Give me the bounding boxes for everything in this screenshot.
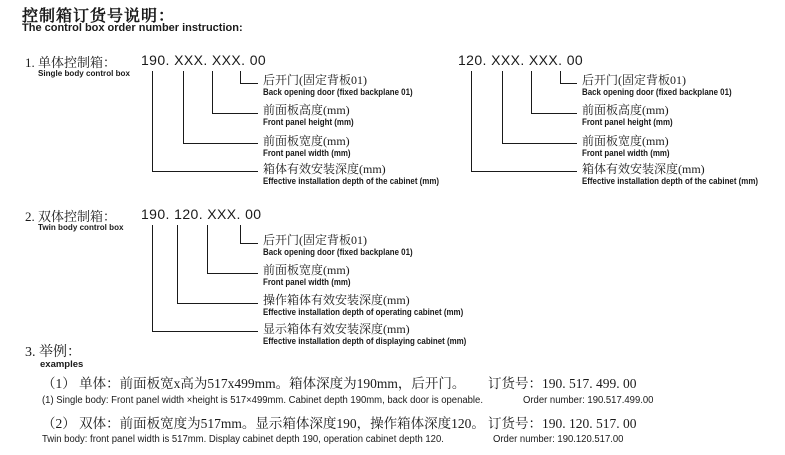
s1-left-label-panel-height	[263, 104, 366, 128]
label-zh: 前面板宽度(mm)	[263, 263, 350, 277]
example-2-text-en: Twin body: front panel width is 517mm. Display cabinet depth 190, operation cabinet depth 120.	[42, 434, 444, 445]
order-code-190: 190. XXX. XXX. 00	[141, 52, 267, 68]
s2-label-panel-width	[263, 264, 363, 288]
s1-left-label-back-door	[263, 74, 433, 98]
example-1-text-zh: （1） 单体：前面板宽x高为517x499mm。箱体深度为190mm，后开门。	[42, 376, 466, 391]
s1-right-label-cabinet-depth	[582, 163, 782, 187]
label-zh: 箱体有效安装深度(mm)	[263, 162, 386, 176]
page-title: 控制箱订货号说明：	[22, 8, 176, 25]
label-en: Front panel width (mm)	[263, 148, 351, 158]
order-code-190-120: 190. 120. XXX. 00	[141, 206, 262, 222]
section-1-heading-zh: 1. 单体控制箱：	[25, 55, 117, 70]
s1-right-label-back-door	[582, 74, 752, 98]
example-1-text-en: (1) Single body: Front panel width ×height is 517×499mm. Cabinet depth 190mm, back door is openable.	[42, 395, 483, 406]
example-2-order-zh: 订货号：190. 120. 517. 00	[488, 416, 637, 431]
s1-left-label-panel-width	[263, 135, 363, 159]
label-zh: 显示箱体有效安装深度(mm)	[263, 322, 410, 336]
label-en: Back opening door (fixed backplane 01)	[582, 87, 732, 97]
section-3-heading-zh: 3. 举例：	[25, 345, 81, 360]
section-1-heading-en: Single body control box	[38, 68, 130, 78]
order-code-120: 120. XXX. XXX. 00	[458, 52, 584, 68]
label-en: Front panel width (mm)	[582, 148, 670, 158]
label-zh: 后开门(固定背板01)	[263, 73, 367, 87]
section-2-heading-zh: 2. 双体控制箱：	[25, 209, 117, 224]
example-2-order-en: Order number: 190.120.517.00	[493, 434, 624, 445]
label-zh: 后开门(固定背板01)	[582, 73, 686, 87]
section-3-heading-en: examples	[40, 359, 84, 370]
label-en: Back opening door (fixed backplane 01)	[263, 247, 413, 257]
label-en: Effective installation depth of displaying cabinet (mm)	[263, 336, 467, 346]
label-zh: 操作箱体有效安装深度(mm)	[263, 293, 410, 307]
label-zh: 前面板高度(mm)	[263, 103, 350, 117]
section-2-heading-en: Twin body control box	[38, 222, 124, 232]
page-subtitle: The control box order number instruction:	[22, 22, 243, 34]
label-en: Effective installation depth of the cabinet (mm)	[263, 176, 440, 186]
example-1-order-en: Order number: 190.517.499.00	[523, 395, 654, 406]
label-zh: 后开门(固定背板01)	[263, 233, 367, 247]
s1-right-label-panel-width	[582, 135, 682, 159]
label-en: Front panel height (mm)	[263, 117, 354, 127]
s1-right-label-panel-height	[582, 104, 685, 128]
label-zh: 前面板高度(mm)	[582, 103, 669, 117]
label-zh: 箱体有效安装深度(mm)	[582, 162, 705, 176]
label-en: Effective installation depth of the cabinet (mm)	[582, 176, 759, 186]
s1-left-label-cabinet-depth	[263, 163, 463, 187]
s2-label-displaying-depth	[263, 323, 494, 347]
label-en: Front panel height (mm)	[582, 117, 673, 127]
example-2-text-zh: （2） 双体：前面板宽度为517mm。显示箱体深度190，操作箱体深度120。	[42, 416, 485, 431]
label-en: Front panel width (mm)	[263, 277, 351, 287]
label-en: Effective installation depth of operating cabinet (mm)	[263, 307, 464, 317]
example-1-order-zh: 订货号：190. 517. 499. 00	[488, 376, 637, 391]
label-zh: 前面板宽度(mm)	[263, 134, 350, 148]
s2-label-operating-depth	[263, 294, 491, 318]
s2-label-back-door	[263, 234, 433, 258]
label-en: Back opening door (fixed backplane 01)	[263, 87, 413, 97]
label-zh: 前面板宽度(mm)	[582, 134, 669, 148]
